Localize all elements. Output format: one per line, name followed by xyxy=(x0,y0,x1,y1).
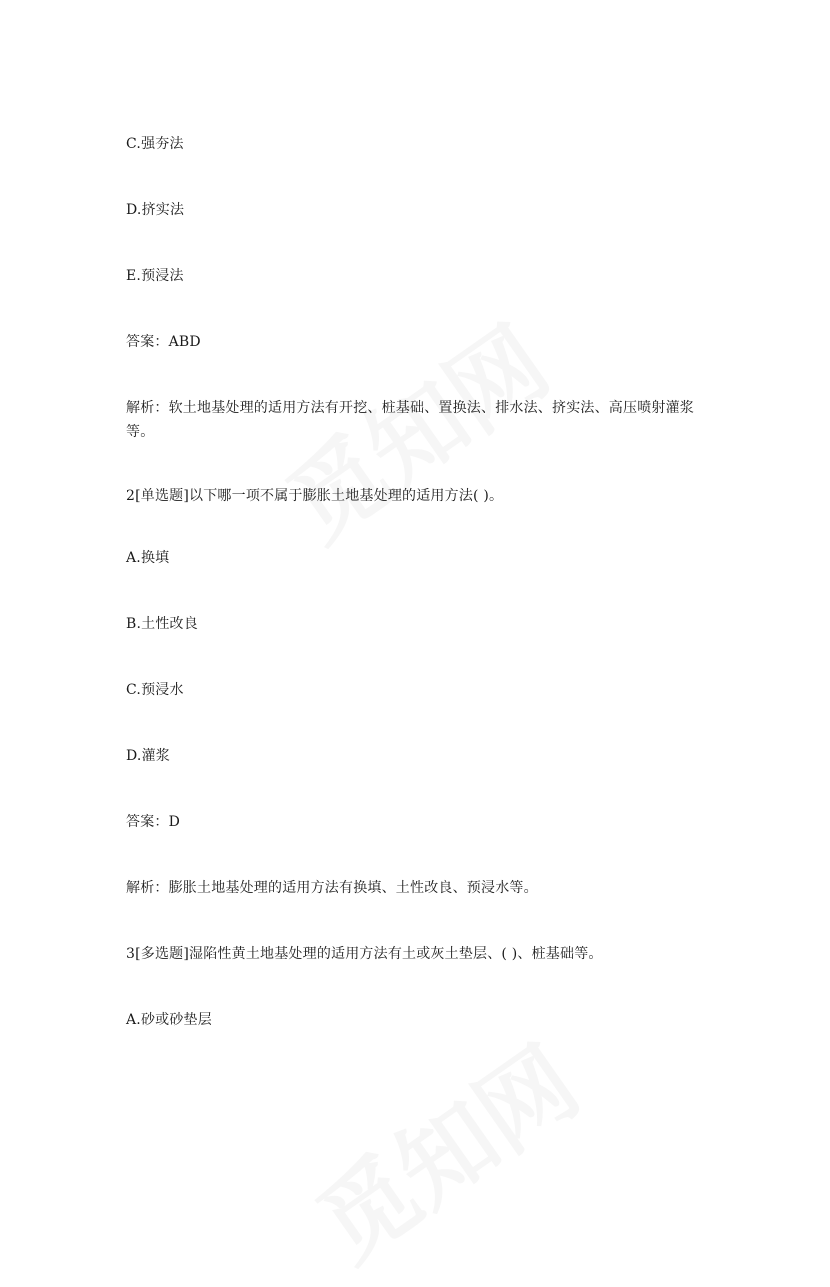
q2-analysis: 解析：膨胀土地基处理的适用方法有换填、土性改良、预浸水等。 xyxy=(126,880,538,896)
q2-option-d: D.灌浆 xyxy=(126,748,170,764)
q1-option-e: E.预浸法 xyxy=(126,268,184,284)
q3-question-stem: 3[多选题]湿陷性黄土地基处理的适用方法有土或灰土垫层、( )、桩基础等。 xyxy=(126,946,603,962)
q1-option-c: C.强夯法 xyxy=(126,136,184,152)
watermark-bottom xyxy=(287,1010,601,1287)
q1-option-d: D.挤实法 xyxy=(126,202,185,218)
q2-answer: 答案：D xyxy=(126,814,181,830)
q3-option-a: A.砂或砂垫层 xyxy=(126,1012,212,1028)
q1-analysis: 解析：软土地基处理的适用方法有开挖、桩基础、置换法、排水法、挤实法、高压喷射灌浆等。 xyxy=(126,400,694,440)
q2-question-stem: 2[单选题]以下哪一项不属于膨胀土地基处理的适用方法( )。 xyxy=(126,488,504,504)
q2-option-c: C.预浸水 xyxy=(126,682,184,698)
q2-option-b: B.土性改良 xyxy=(126,616,198,632)
q1-answer: 答案：ABD xyxy=(126,334,201,350)
q2-option-a: A.换填 xyxy=(126,550,170,566)
